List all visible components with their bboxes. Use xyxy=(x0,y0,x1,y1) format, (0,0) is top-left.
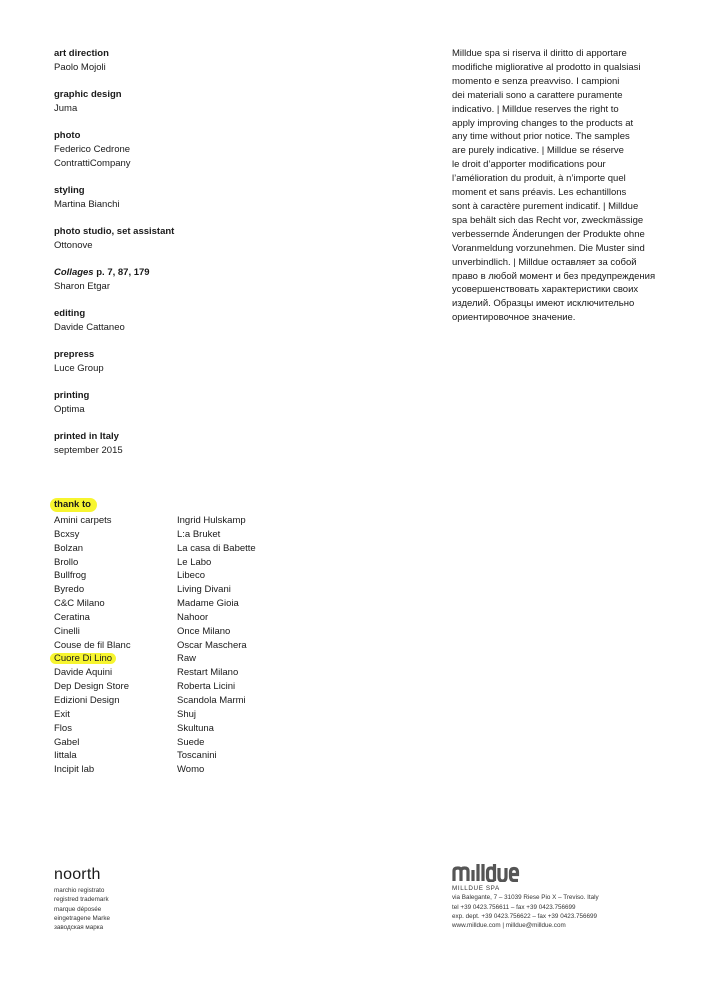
thanks-item-label: L:a Bruket xyxy=(177,528,221,540)
credit-block xyxy=(54,88,274,116)
thanks-item xyxy=(177,708,256,722)
thanks-item-label: Ingrid Hulskamp xyxy=(177,515,246,526)
credit-name: Optima xyxy=(54,404,85,415)
credit-role: photo studio, set assistant xyxy=(54,226,175,237)
thanks-column-right xyxy=(177,514,256,777)
thanks-item xyxy=(54,583,131,597)
thanks-item xyxy=(177,639,256,653)
trademark-notice xyxy=(54,886,110,932)
thanks-item-label: Toscanini xyxy=(177,750,217,762)
thanks-item-label: La casa di Babette xyxy=(177,542,256,554)
credit-role: graphic design xyxy=(54,89,122,100)
thanks-item xyxy=(177,763,256,777)
thanks-item-label: Le Labo xyxy=(177,556,212,568)
disclaimer-line: sont à caractère purement indicatif. | Milldue xyxy=(452,200,639,212)
thanks-item xyxy=(177,528,256,542)
disclaimer-line: apply improving changes to the products at xyxy=(452,117,634,129)
thanks-item-label: Bullfrog xyxy=(54,570,87,582)
credit-role: printed in Italy xyxy=(54,431,119,442)
disclaimer-line: modifiche migliorative al prodotto in qualsiasi xyxy=(452,61,641,73)
credit-role-italic: Collages xyxy=(54,267,94,278)
thanks-item xyxy=(54,749,131,763)
disclaimer-text xyxy=(452,47,664,325)
thanks-item-label: Byredo xyxy=(54,584,85,596)
credits-list xyxy=(54,47,274,471)
disclaimer-line: are purely indicative. | Milldue se réserve xyxy=(452,145,624,157)
disclaimer-line: усовершенствовать характеристики своих xyxy=(452,284,639,296)
credit-block xyxy=(54,389,274,417)
thanks-item-label: Iittala xyxy=(54,750,77,762)
thanks-item xyxy=(54,625,131,639)
thanks-item-label: Bcxsy xyxy=(54,528,80,540)
credit-block xyxy=(54,348,274,376)
thanks-item xyxy=(54,514,131,528)
disclaimer-line: dei materiali sono a carattere puramente xyxy=(452,89,623,101)
company-export: exp. dept. +39 0423.756622 – fax +39 0423.756699 xyxy=(452,912,597,920)
credit-block xyxy=(54,307,274,335)
credit-name: Luce Group xyxy=(54,363,104,374)
disclaimer-line: any time without prior notice. The samples xyxy=(452,131,630,143)
credit-block xyxy=(54,266,274,294)
credit-block xyxy=(54,129,274,171)
thanks-item xyxy=(54,694,131,708)
noorth-logo: noorth xyxy=(54,866,101,883)
credit-role: printing xyxy=(54,390,90,401)
thanks-item-label: Oscar Maschera xyxy=(177,639,247,651)
thanks-item xyxy=(54,597,131,611)
company-tel: tel +39 0423.756611 – fax +39 0423.756699 xyxy=(452,903,576,911)
company-info xyxy=(452,884,599,930)
disclaimer-line: momento e senza preavviso. I campioni xyxy=(452,75,620,87)
thanks-title: thank to xyxy=(50,498,97,512)
thanks-item-label: Gabel xyxy=(54,736,80,748)
credit-block xyxy=(54,430,274,458)
thanks-item xyxy=(54,666,131,680)
thanks-item-label: Suede xyxy=(177,736,205,748)
credit-role: styling xyxy=(54,185,85,196)
disclaimer-line: verbessernde Änderungen der Produkte ohne xyxy=(452,228,645,240)
thanks-item-label: Madame Gioia xyxy=(177,598,239,610)
thanks-item xyxy=(177,736,256,750)
thanks-item-label: Skultuna xyxy=(177,722,214,734)
thanks-item-label: Exit xyxy=(54,708,70,720)
thanks-item xyxy=(54,528,131,542)
disclaimer-line: l’amélioration du produit, à n’importe quel xyxy=(452,173,626,185)
thanks-item xyxy=(54,542,131,556)
thanks-item-label: Brollo xyxy=(54,556,79,568)
credit-name: Sharon Etgar xyxy=(54,281,110,292)
thanks-item xyxy=(54,763,131,777)
credit-name: september 2015 xyxy=(54,445,123,456)
thanks-item xyxy=(177,666,256,680)
credit-name: Paolo Mojoli xyxy=(54,62,106,73)
company-name: MILLDUE SPA xyxy=(452,885,500,892)
thanks-item-label: Roberta Licini xyxy=(177,681,236,693)
thanks-item xyxy=(177,625,256,639)
thanks-item-label: Ceratina xyxy=(54,611,90,623)
thanks-item xyxy=(177,542,256,556)
credit-role: editing xyxy=(54,308,86,319)
thanks-item-label: Libeco xyxy=(177,570,205,582)
disclaimer-line: изделий. Образцы имеют исключительно xyxy=(452,298,635,310)
disclaimer-line: le droit d’apporter modifications pour xyxy=(452,159,606,171)
credit-name: Martina Bianchi xyxy=(54,199,120,210)
thanks-item-label: Living Divani xyxy=(177,584,231,596)
thanks-item xyxy=(177,569,256,583)
thanks-item-label: Raw xyxy=(177,653,197,665)
credit-name: Juma xyxy=(54,103,78,114)
disclaimer-line: право в любой момент и без предупреждения xyxy=(452,270,656,282)
thanks-item-label: Scandola Marmi xyxy=(177,694,246,706)
thanks-item-label: Bolzan xyxy=(54,542,84,554)
trademark-line: marchio registrato xyxy=(54,887,105,894)
thanks-item-label: C&C Milano xyxy=(54,598,105,610)
thanks-item xyxy=(54,736,131,750)
thanks-item xyxy=(177,652,256,666)
thanks-item xyxy=(177,749,256,763)
thanks-item xyxy=(54,680,131,694)
milldue-brand xyxy=(452,862,599,930)
credit-role-rest: p. 7, 87, 179 xyxy=(93,267,150,278)
thanks-item-label: Davide Aquini xyxy=(54,667,113,679)
thanks-item-label: Cinelli xyxy=(54,625,80,637)
credit-role: prepress xyxy=(54,349,95,360)
credit-role: art direction xyxy=(54,48,109,59)
thanks-item xyxy=(177,556,256,570)
thanks-item xyxy=(54,722,131,736)
credit-block xyxy=(54,47,274,75)
credit-name: Ottonove xyxy=(54,240,93,251)
thanks-item xyxy=(54,652,131,666)
thanks-item xyxy=(177,597,256,611)
thanks-item-label: Amini carpets xyxy=(54,515,112,526)
company-web[interactable]: www.milldue.com | milldue@milldue.com xyxy=(452,922,566,930)
thanks-item xyxy=(177,611,256,625)
thanks-item xyxy=(54,639,131,653)
thanks-item-label: Womo xyxy=(177,764,205,776)
credit-name: ContrattiCompany xyxy=(54,158,131,169)
thanks-item-label: Once Milano xyxy=(177,625,231,637)
credit-role: photo xyxy=(54,130,81,141)
disclaimer-line: unverbindlich. | Milldue оставляет за собой xyxy=(452,256,637,268)
thanks-item-label: Cuore Di Lino xyxy=(50,653,116,664)
thanks-item-label: Flos xyxy=(54,722,72,734)
thanks-item xyxy=(54,569,131,583)
thanks-item xyxy=(54,708,131,722)
disclaimer-line: Milldue spa si riserva il diritto di apportare xyxy=(452,48,627,59)
disclaimer-line: ориентировочное значение. xyxy=(452,312,576,324)
thanks-item-label: Couse de fil Blanc xyxy=(54,639,131,651)
thanks-item xyxy=(177,722,256,736)
trademark-line: registred trademark xyxy=(54,896,109,904)
milldue-logo xyxy=(452,862,536,882)
disclaimer-line: indicativo. | Milldue reserves the right to xyxy=(452,103,619,115)
thanks-item xyxy=(54,556,131,570)
thanks-item-label: Edizioni Design xyxy=(54,694,120,706)
credit-name: Davide Cattaneo xyxy=(54,322,125,333)
credit-block xyxy=(54,184,274,212)
thanks-item-label: Incipit lab xyxy=(54,764,95,776)
thanks-column-left xyxy=(54,514,131,777)
trademark-line: eingetragene Marke xyxy=(54,914,111,922)
thanks-item-label: Dep Design Store xyxy=(54,681,129,693)
thanks-item xyxy=(177,694,256,708)
thanks-item-label: Restart Milano xyxy=(177,667,239,679)
trademark-line: заводская марка xyxy=(54,924,104,932)
thanks-item-label: Nahoor xyxy=(177,611,209,623)
noorth-brand xyxy=(54,866,110,932)
thanks-item xyxy=(177,680,256,694)
credit-name: Federico Cedrone xyxy=(54,144,131,155)
thanks-item xyxy=(54,611,131,625)
thanks-item xyxy=(177,514,256,528)
credit-role xyxy=(54,266,274,280)
credit-block xyxy=(54,225,274,253)
disclaimer-line: moment et sans préavis. Les echantillons xyxy=(452,187,627,199)
company-address: via Balegante, 7 – 31039 Riese Pio X – Treviso. Italy xyxy=(452,894,599,902)
thanks-item xyxy=(177,583,256,597)
thanks-item-label: Shuj xyxy=(177,708,197,720)
disclaimer-line: spa behält sich das Recht vor, zweckmässige xyxy=(452,214,644,226)
disclaimer-line: Voranmeldung vorzunehmen. Die Muster sind xyxy=(452,242,645,254)
trademark-line: marque déposée xyxy=(54,905,102,913)
